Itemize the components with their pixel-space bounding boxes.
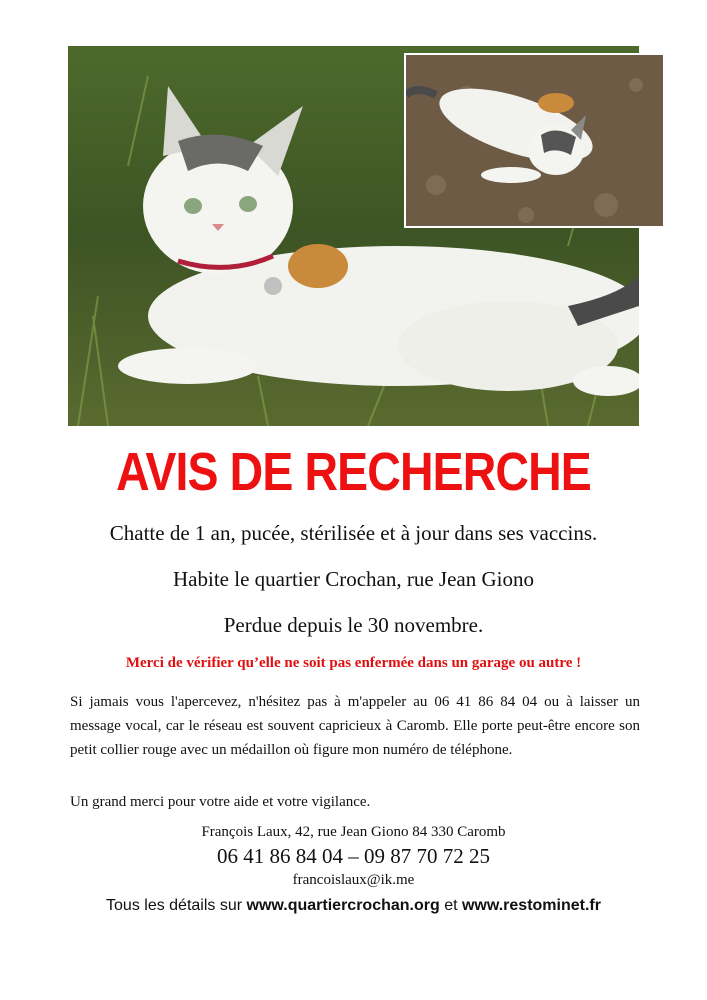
body-paragraph: Si jamais vous l'apercevez, n'hésitez pas à m'appeler au 06 41 86 84 04 ou à laisser un message vocal, car le réseau est souvent capricieux à Caromb. Elle porte peut-être encore son petit collier rouge avec un médaillon où figure mon numéro de téléphone.	[70, 694, 640, 758]
link-quartiercrochan[interactable]: www.quartiercrochan.org	[246, 897, 440, 914]
inset-cat-photo	[404, 53, 665, 228]
contact-phones: 06 41 86 84 04 – 09 87 70 72 25	[217, 844, 490, 868]
link-restominet[interactable]: www.restominet.fr	[461, 897, 601, 914]
description-line-3: Perdue depuis le 30 novembre.	[223, 613, 484, 637]
details-prefix: Tous les détails sur	[106, 897, 247, 914]
headline: AVIS DE RECHERCHE	[116, 442, 591, 502]
contact-address: François Laux, 42, rue Jean Giono 84 330 Caromb	[201, 824, 506, 840]
contact-email[interactable]: francoislaux@ik.me	[292, 872, 415, 888]
details-line	[0, 897, 707, 915]
details-joiner: et	[439, 897, 462, 914]
notice: Merci de vérifier qu’elle ne soit pas enfermée dans un garage ou autre !	[125, 655, 582, 671]
description-line-1: Chatte de 1 an, pucée, stérilisée et à jour dans ses vaccins.	[109, 521, 598, 545]
description-line-2: Habite le quartier Crochan, rue Jean Giono	[173, 567, 534, 591]
thanks-text: Un grand merci pour votre aide et votre vigilance.	[70, 794, 371, 810]
